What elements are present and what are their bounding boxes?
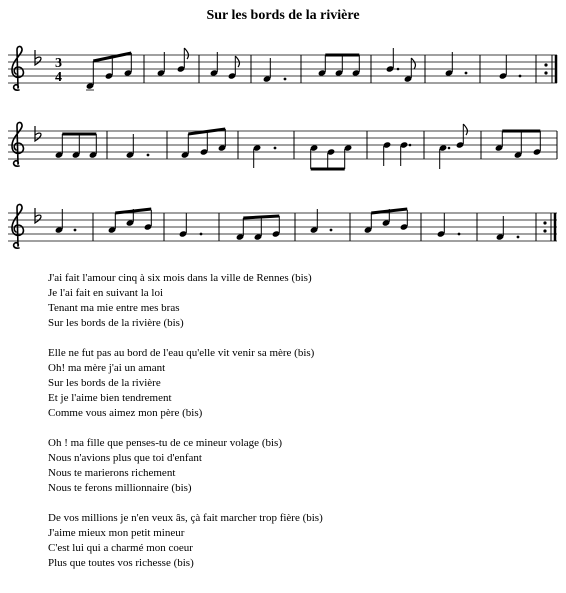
lyric-line: J'aime mieux mon petit mineur (48, 527, 185, 539)
staff-system-2 (8, 122, 557, 169)
time-signature-bottom: 4 (55, 70, 62, 85)
flat-icon (35, 208, 41, 223)
lyric-line: Nous te ferons millionnaire (bis) (48, 482, 192, 494)
flat-icon (35, 126, 41, 141)
measure-1-7 (445, 52, 468, 77)
lyric-line: Plus que toutes vos richesse (bis) (48, 557, 194, 569)
lyric-line: De vos millions je n'en veux âs, çà fait marcher trop fière (bis) (48, 512, 323, 524)
treble-clef-icon (12, 46, 23, 90)
lyrics (48, 271, 548, 586)
stanza-4 (48, 511, 548, 571)
staff-system-3 (8, 204, 557, 248)
repeat-barline-icon (544, 63, 547, 66)
stanza-3 (48, 436, 548, 496)
lyric-line: Oh ! ma fille que penses-tu de ce mineur volage (bis) (48, 437, 282, 449)
lyric-line: Nous n'avions plus que toi d'enfant (48, 452, 202, 464)
stanza-1 (48, 271, 548, 331)
measure-2-5 (310, 144, 353, 169)
song-title: Sur les bords de la rivière (206, 8, 360, 23)
measure-1-6 (386, 48, 416, 83)
lyric-line: Oh! ma mère j'ai un amant (48, 362, 166, 374)
lyric-line: Comme vous aimez mon père (bis) (48, 407, 203, 419)
measure-2-3 (181, 129, 227, 159)
flat-icon (35, 50, 41, 65)
lyric-line: Elle ne fut pas au bord de l'eau qu'elle vit venir sa mère (bis) (48, 347, 315, 359)
repeat-barline-icon (543, 221, 546, 224)
lyric-line: Sur les bords de la rivière (bis) (48, 317, 184, 329)
score (0, 0, 566, 262)
lyric-line: J'ai fait l'amour cinq à six mois dans la ville de Rennes (bis) (48, 272, 312, 284)
stanza-2 (48, 346, 548, 421)
treble-clef-icon (12, 122, 23, 166)
time-signature-top: 3 (55, 56, 62, 71)
measure-1-5 (318, 55, 361, 77)
lyric-line: Sur les bords de la rivière (48, 377, 161, 389)
lyric-line: Et je l'aime bien tendrement (48, 392, 172, 404)
lyric-line: Je l'ai fait en suivant la loi (48, 287, 164, 299)
treble-clef-icon (12, 204, 23, 248)
measure-1-1 (86, 53, 133, 90)
measure-1-3 (210, 52, 240, 80)
staff-system-1 (8, 46, 557, 90)
lyric-line: Nous te marierons richement (48, 467, 176, 479)
lyric-line: C'est lui qui a charmé mon coeur (48, 542, 193, 554)
measure-2-4 (253, 144, 277, 168)
lyric-line: Tenant ma mie entre mes bras (48, 302, 180, 314)
